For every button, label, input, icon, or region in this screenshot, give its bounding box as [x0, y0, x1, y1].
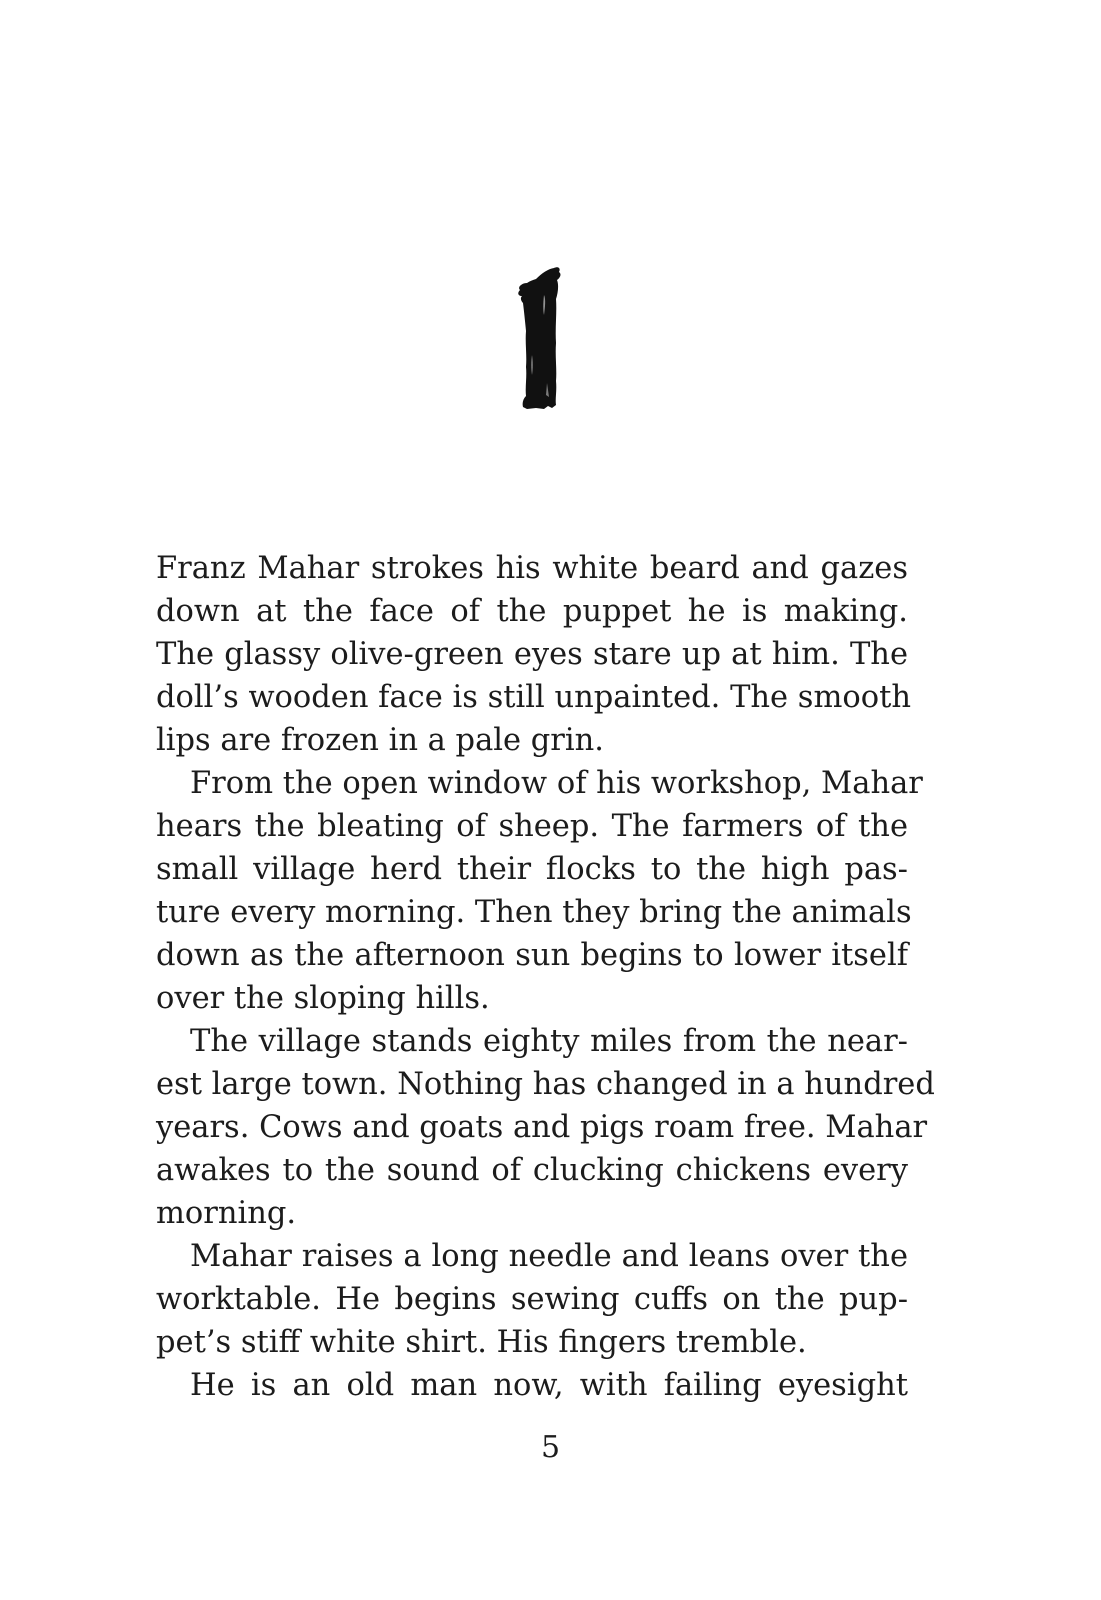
text-line: Mahar raises a long needle and leans over the	[190, 1239, 908, 1274]
text-line: years. Cows and goats and pigs roam free. Mahar	[156, 1110, 928, 1145]
text-line: The village stands eighty miles from the near-	[190, 1024, 908, 1059]
text-line: He is an old man now, with failing eyesight	[190, 1368, 908, 1403]
text-line: down as the afternoon sun begins to lower itself	[156, 938, 908, 973]
text-line: over the sloping hills.	[156, 981, 490, 1016]
chapter-body-text	[156, 547, 935, 1407]
text-line: small village herd their flocks to the high pas-	[156, 852, 908, 887]
text-line: morning.	[156, 1196, 297, 1231]
text-line: worktable. He begins sewing cuffs on the pup-	[156, 1282, 908, 1317]
text-line: pet’s stiff white shirt. His fingers tremble.	[156, 1325, 807, 1360]
text-line: lips are frozen in a pale grin.	[156, 723, 604, 758]
text-line: down at the face of the puppet he is making.	[156, 594, 908, 629]
page-number: 5	[540, 1430, 561, 1465]
text-line: Franz Mahar strokes his white beard and gazes	[156, 551, 908, 586]
text-line: hears the bleating of sheep. The farmers of the	[156, 809, 908, 844]
brush-numeral-one-icon	[514, 265, 564, 413]
text-line: From the open window of his workshop, Mahar	[190, 766, 923, 801]
chapter-number-one-icon	[514, 265, 564, 413]
text-line: The glassy olive-green eyes stare up at him. The	[156, 637, 908, 672]
text-line: est large town. Nothing has changed in a hundred	[156, 1067, 935, 1102]
text-line: ture every morning. Then they bring the animals	[156, 895, 912, 930]
text-line: doll’s wooden face is still unpainted. The smooth	[156, 680, 911, 715]
text-line: awakes to the sound of clucking chickens every	[156, 1153, 908, 1188]
